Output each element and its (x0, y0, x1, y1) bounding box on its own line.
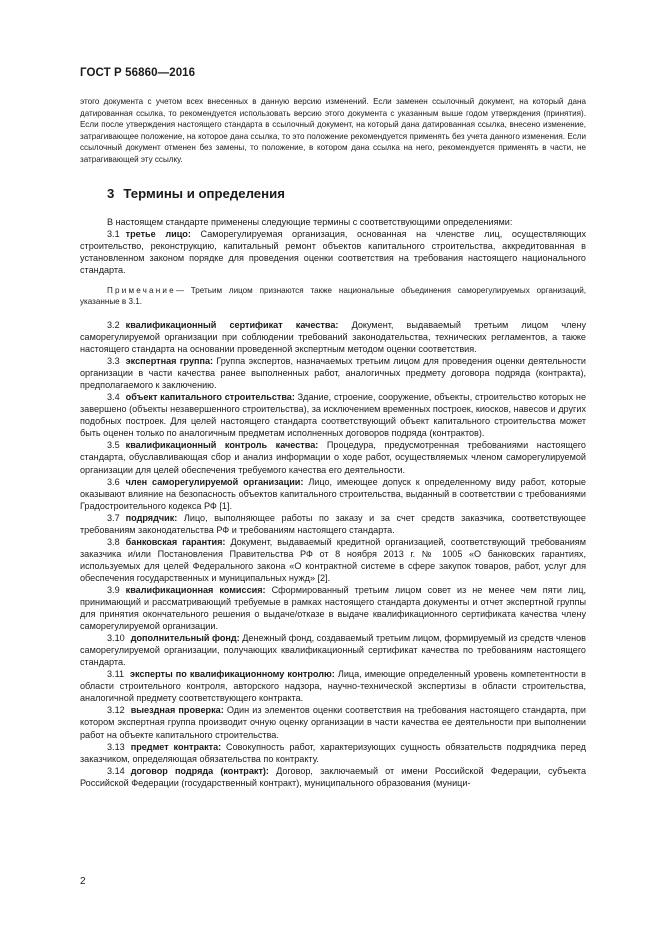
term-3-13 (80, 741, 586, 765)
section-intro: В настоящем стандарте применены следующие термины с соответствующими определениями: (107, 216, 513, 227)
section-title: Термины и определения (123, 185, 285, 201)
term-name: дополнительный фонд: (130, 633, 240, 644)
term-3-1 (80, 228, 586, 276)
note-paragraph (80, 285, 586, 308)
term-definition: Процедура, предусмотренная требованиями настоящего стандарта, обуславливающая сбор и анализ информации о ходе работ, осуществляемых членом саморегулируемой организации для целей обеспечения требуемого качества его деятельности. (80, 440, 586, 475)
term-number: 3.5 (107, 440, 120, 451)
term-name: объект капитального строительства: (125, 392, 295, 403)
term-name: квалификационная комиссия: (125, 584, 266, 595)
term-number: 3.6 (107, 476, 120, 487)
term-number: 3.2 (107, 319, 120, 330)
term-name: выездная проверка: (130, 705, 224, 716)
term-name: банковская гарантия: (125, 536, 226, 547)
term-name: предмет контракта: (130, 741, 222, 752)
term-number: 3.8 (107, 536, 120, 547)
term-3-10 (80, 632, 586, 668)
term-3-6 (80, 476, 586, 512)
page-content (80, 96, 586, 789)
term-definition: Документ, выдаваемый третьим лицом члену саморегулируемой организации при соблюдении требований законодательства, технических регламентов, а также настоящего стандарта на основании проведенной экспертным методом оценки соответствия. (80, 319, 587, 355)
term-number: 3.12 (107, 705, 125, 716)
term-definition: Лицо, имеющее допуск к определенному виду работ, которые оказывают влияние на безопасность объектов капитального строительства, выданный в соответствии с требованиями Градостроительного кодекса РФ [1]. (80, 476, 586, 511)
term-name: квалификационный контроль качества: (125, 440, 319, 451)
term-name: эксперты по квалификационному контролю: (130, 669, 335, 680)
term-definition: Лицо, выполняющее работы по заказу и за счет средств заказчика, соответствующее требованиям законодательства РФ и требованиям настоящего стандарта. (80, 512, 586, 535)
term-3-14 (80, 765, 586, 789)
term-3-3 (80, 355, 586, 391)
term-name: третье лицо: (125, 228, 191, 239)
page-number: 2 (80, 876, 86, 887)
term-definition: Лица, имеющие определенный уровень компетентности в области строительного контроля, авторского надзора, научно-технической экспертизы в области строительства, аналогичной предмету соответствующего контракта. (80, 669, 587, 704)
term-3-9 (80, 584, 586, 632)
term-number: 3.14 (107, 765, 125, 776)
term-number: 3.7 (107, 512, 120, 523)
term-3-5 (80, 439, 586, 475)
term-name: квалификационный сертификат качества: (125, 319, 339, 330)
continuation-paragraph: этого документа с учетом всех внесенных в данную версию изменений. Если заменен ссылочный документ, на который дана датированная ссылка, то рекомендуется использовать версию этого документа с указанным выше годом утверждения (принятия). Если после утверждения настоящего стандарта в ссылочный документ, на который дана датированная ссылка, внесено изменение, затрагивающее положение, на которое дана ссылка, то это положение рекомендуется применять без учета данного изменения. Если ссылочный документ отменен без замены, то положение, в котором дана ссылка на него, рекомендуется применять в части, не затрагивающей эту ссылку. (80, 97, 586, 164)
term-number: 3.3 (107, 356, 120, 367)
term-name: подрядчик: (125, 512, 178, 523)
note-text: — Третьим лицом признаются также национальные объединения саморегулируемых организаций, указанные в 3.1. (80, 285, 586, 307)
term-3-12 (80, 704, 586, 740)
term-number: 3.10 (107, 633, 125, 644)
term-number: 3.4 (107, 392, 120, 403)
term-definition: Сформированный третьим лицом совет из не менее чем пяти лиц, принимающий и рассматривающий требуемые в рамках настоящего стандарта документы и отчет экспертной группы для принятия окончательного решения о выдаче/отказе в выдаче квалификационного сертификата качества члену саморегулируемой организации. (80, 584, 587, 632)
note-label: Примечание (107, 285, 176, 295)
term-name: договор подряда (контракт): (130, 765, 269, 776)
section-number: 3 (107, 185, 115, 201)
term-3-4 (80, 391, 586, 439)
term-definition: Один из элементов оценки соответствия на требования настоящего стандарта, при котором экспертная группа производит очную оценку организации в части качества ее деятельности при выполнении работ на объекте капитального строительства. (80, 705, 586, 740)
term-definition: Совокупность работ, характеризующих сущность обязательств подрядчика перед заказчиком, определяющая обязательства по контракту. (80, 741, 586, 764)
term-3-11 (80, 668, 586, 704)
term-definition: Документ, выдаваемый кредитной организацией, соответствующий требованиям заказчика и/или Постановления Правительства РФ от 8 ноября 2013 г. № 1005 «О банковских гарантиях, используемых для целей Федерального закона «О контрактной системе в сфере закупок товаров, работ, услуг для обеспечения государственных и муниципальных нужд» [2]. (80, 536, 586, 583)
term-number: 3.11 (107, 669, 125, 680)
section-heading (107, 186, 586, 201)
document-header: ГОСТ Р 56860—2016 (80, 67, 196, 79)
term-number: 3.13 (107, 741, 125, 752)
term-name: экспертная группа: (125, 356, 214, 367)
term-definition: Здание, строение, сооружение, объекты, строительство которых не завершено (объекты незавершенного строительства), за исключением временных построек, киосков, навесов и других подобных построек. Для целей настоящего стандарта соответствующий объект капитального строительства может быть оценен только по аналогичным предметам исполненных договоров подряда (контрактов). (80, 392, 587, 439)
term-definition: Саморегулируемая организация, основанная на членстве лиц, осуществляющих строительство, реконструкцию, капитальный ремонт объектов капитального строительства, аккредитованная в установленном законом порядке для проведения оценки соответствия на требования настоящего национального стандарта. (80, 228, 586, 275)
term-3-2 (80, 319, 586, 355)
term-definition: Группа экспертов, назначаемых третьим лицом для проведения оценки деятельности организации в части качества ранее выполненных работ, аналогичных предмету договора подряда (контракта), предполагаемого к заключению. (80, 356, 586, 391)
term-definition: Денежный фонд, создаваемый третьим лицом, формируемый из средств членов саморегулируемой организации, получающих квалификационный сертификат качества по требованиям настоящего стандарта. (80, 633, 586, 668)
term-3-7 (80, 512, 586, 536)
term-name: член саморегулируемой организации: (125, 476, 304, 487)
term-number: 3.9 (107, 584, 120, 595)
term-3-8 (80, 536, 586, 584)
term-number: 3.1 (107, 228, 120, 239)
term-definition: Договор, заключаемый от имени Российской Федерации, субъекта Российской Федерации (государственный контракт), муниципального образования (муници- (80, 765, 587, 788)
